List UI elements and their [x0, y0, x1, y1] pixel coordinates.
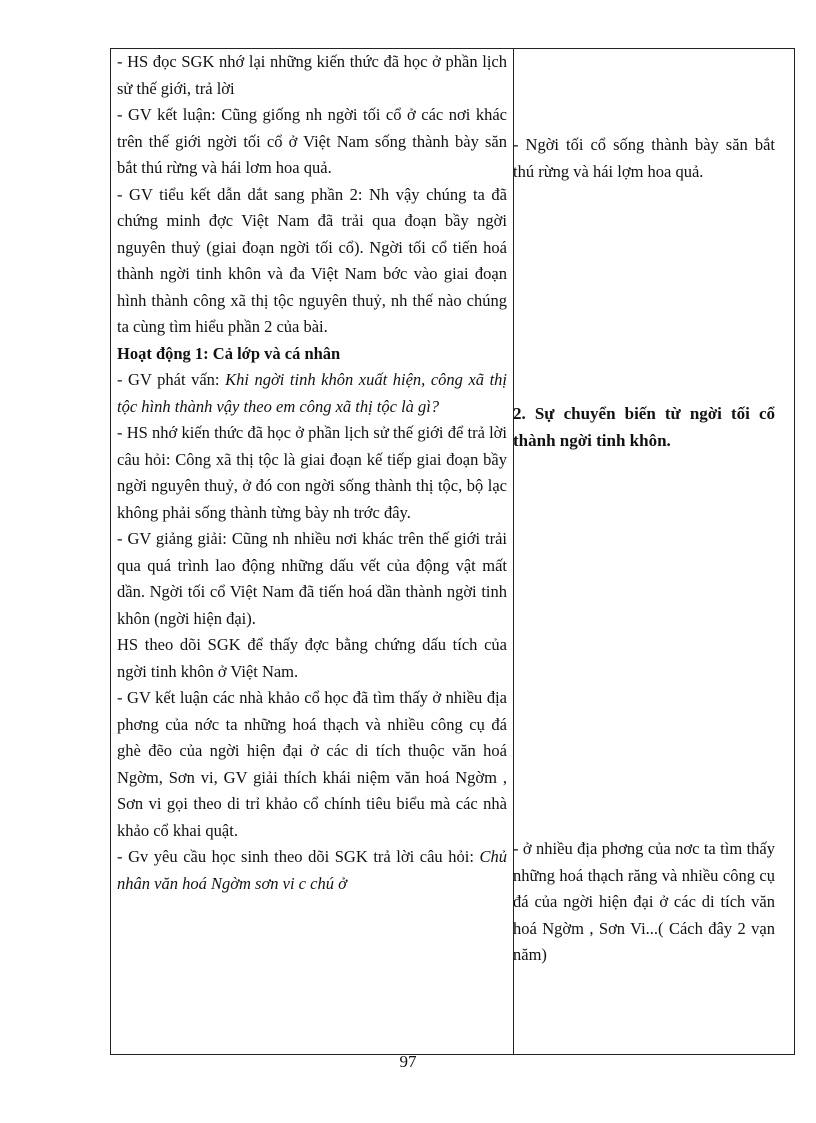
paragraph-gv-conclusion: - GV kết luận: Cũng giống nh ngời tối cổ ở các nơi khác trên thế giới ngời tối cổ ở Việt Nam sống thành bày săn bắt thú rừng và hái lơm hoa quả.	[117, 105, 507, 177]
paragraph-hs-answer: - HS nhớ kiến thức đã học ở phần lịch sử thế giới để trả lời câu hỏi: Công xã thị tộc là giai đoạn kế tiếp giai đoạn bầy ngời nguyên thuỷ, ở đó con ngời sống thành thị tộc, bộ lạc không phải sống thành từng bày nh trớc đây.	[117, 423, 507, 522]
activities-column	[111, 49, 514, 1055]
paragraph-gv-archaeology: - GV kết luận các nhà khảo cổ học đã tìm thấy ở nhiều địa phơng của nớc ta những hoá thạch và nhiều công cụ đá ghè đẽo của ngời hiện đại ở các di tích thuộc văn hoá Ngờm, Sơn vi, GV giải thích khái niệm văn hoá Ngờm , Sơn vi gọi theo di trỉ khảo cổ chính tiêu biểu mà các nhà khảo cổ khai quật.	[117, 688, 507, 840]
paragraph-gv-request	[117, 844, 507, 897]
section-heading-2: 2. Sự chuyển biến từ ngời tối cổ thành ngời tinh khôn.	[513, 404, 775, 450]
question-lead: - GV phát vấn:	[117, 370, 226, 389]
right-note-2: - ở nhiều địa phơng của nơc ta tìm thấy những hoá thạch răng và nhiều công cụ đá của ngời hiện đại ở các di tích văn hoá Ngờm , Sơn Vi...( Cách đây 2 vạn năm)	[513, 839, 775, 964]
question-italic: Khi ngời tinh khôn xuất hiện, công xã thị tộc hình thành vậy theo em công xã thị tộc là gì?	[117, 370, 508, 416]
paragraph-hs-follow: HS theo dõi SGK để thấy đợc bằng chứng dấu tích của ngời tinh khôn ở Việt Nam.	[117, 635, 507, 681]
paragraph-gv-question	[117, 367, 507, 420]
right-note-1: - Ngời tối cổ sống thành bày săn bắt thú rừng và hái lợm hoa quả.	[513, 135, 775, 181]
request-lead: - Gv yêu cầu học sinh theo dõi SGK trả lời câu hỏi:	[117, 847, 480, 866]
paragraph-gv-explain: - GV giảng giải: Cũng nh nhiều nơi khác trên thế giới trải qua quá trình lao động những dấu vết của động vật mất dần. Ngời tối cổ Việt Nam đã tiến hoá dần thành ngời tinh khôn (ngời hiện đại).	[117, 529, 507, 628]
request-italic: Chủ nhân văn hoá Ngờm sơn vi c chú ở	[117, 847, 507, 893]
page-number: 97	[399, 1052, 417, 1071]
activity-heading: Hoạt động 1: Cả lớp và cá nhân	[117, 343, 341, 363]
paragraph-gv-transition: - GV tiểu kết dẫn dắt sang phần 2: Nh vậy chúng ta đã chứng minh đợc Việt Nam đã trải qua đoạn bầy ngời nguyên thuỷ (giai đoạn ngời tối cổ). Ngời tối cổ tiến hoá thành ngời tinh khôn và đa Việt Nam bớc vào giai đoạn hình thành công xã thị tộc nguyên thuỷ, nh thế nào chúng ta cùng tìm hiểu phần 2 của bài.	[117, 184, 507, 336]
paragraph-hs-read: - HS đọc SGK nhớ lại những kiến thức đã học ở phần lịch sử thế giới, trả lời	[117, 52, 507, 98]
